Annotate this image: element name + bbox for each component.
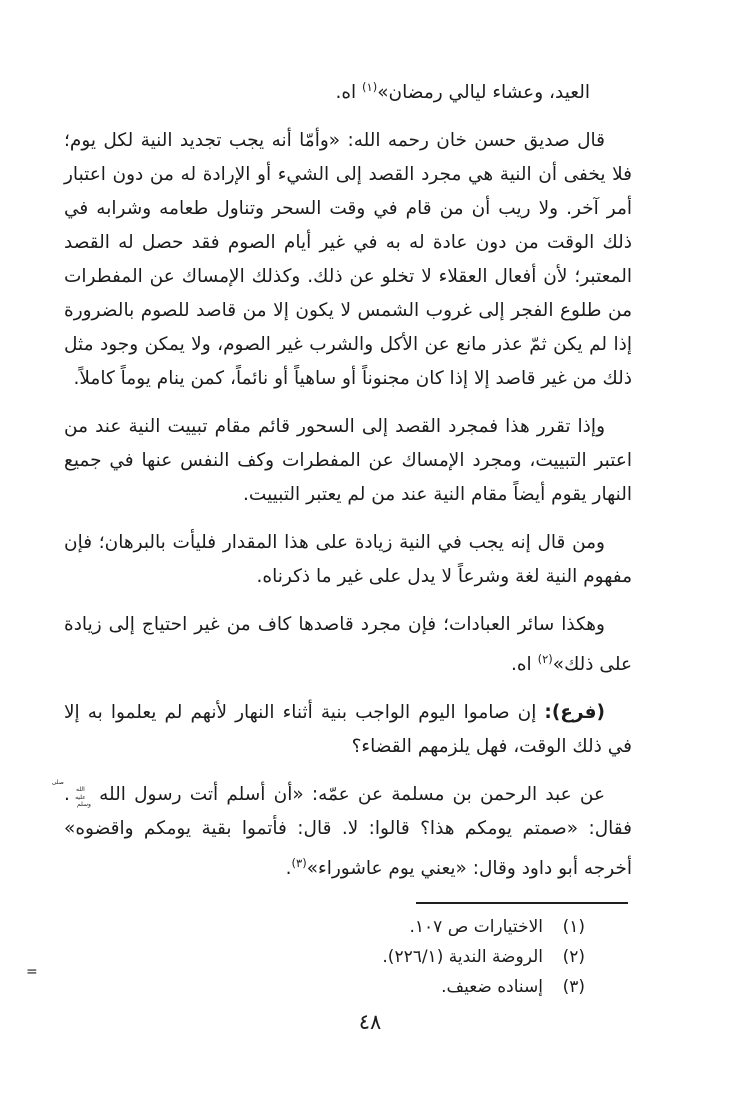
footnote-text: الاختيارات ص ١٠٧.	[409, 917, 543, 937]
paragraph-continuation-from-previous-page	[64, 70, 632, 110]
footnote-3	[64, 972, 585, 1002]
footnote-separator-rule	[416, 902, 628, 904]
footnote-text: إسناده ضعيف.	[441, 977, 543, 997]
paragraph-text: إن صاموا اليوم الواجب بنية أثناء النهار لأنهم لم يعلموا به إلا في ذلك الوقت، فهل يلزمهم القضاء؟	[64, 702, 632, 757]
footnote-ref-2: (٢)	[537, 652, 553, 666]
footnote-1	[64, 912, 585, 942]
paragraph-text: العيد، وعشاء ليالي رمضان»	[377, 82, 590, 103]
paragraph-text: . فقال: «صمتم يومكم هذا؟ قالوا: لا. قال: فأتموا بقية يومكم واقضوه» أخرجه أبو داود وقال: «يعني يوم عاشوراء»	[64, 784, 632, 879]
page-number: ٤٨	[358, 1010, 382, 1034]
paragraph-text: اه.	[335, 82, 363, 103]
footnote-number: (٣)	[562, 977, 585, 997]
footnotes-block	[64, 912, 585, 1002]
subsection-label: (فرع):	[544, 702, 605, 723]
paragraph-other-acts-of-worship	[64, 608, 632, 682]
paragraph-burden-of-proof: ومن قال إنه يجب في النية زيادة على هذا المقدار فليأت بالبرهان؛ فإن مفهوم النية لغة وشرعاً لا يدل على غير ما ذكرناه.	[64, 532, 632, 587]
paragraph-text: وهكذا سائر العبادات؛ فإن مجرد قاصدها كاف من غير احتياج إلى زيادة على ذلك»	[64, 614, 632, 675]
paragraph-text: عن عبد الرحمن بن مسلمة عن عمّه: «أن أسلم أتت رسول الله	[90, 784, 605, 805]
paragraph-text: اه.	[510, 654, 538, 675]
paragraph-siddiq-hasan-khan-quote: قال صديق حسن خان رحمه الله: «وأمّا أنه يجب تجديد النية لكل يوم؛ فلا يخفى أن النية هي مجرد القصد إلى الشيء أو الإرادة له من دون اعتبار أمر آخر. ولا ريب أن من قام في وقت السحر وتناول طعامه وشرابه في ذلك الوقت من دون عادة له به في غير أيام الصوم فقد حصل له القصد المعتبر؛ لأن أفعال العقلاء لا تخلو عن ذلك. وكذلك الإمساك عن المفطرات من طلوع الفجر إلى غروب الشمس لا يكون إلا من قاصد للصوم بالضرورة إذا لم يكن ثمّ عذر مانع عن الأكل والشرب غير الصوم، ولا يمكن وجود مثل ذلك من غير قاصد إلا إذا كان مجنوناً أو ساهياً أو نائماً، كمن ينام يوماً كاملاً.	[64, 130, 632, 389]
footnote-number: (٢)	[562, 947, 585, 967]
paragraph-subsection-far	[64, 696, 632, 764]
footnote-text: الروضة الندية (٢٢٦/١).	[382, 947, 543, 967]
paragraph-text: .	[285, 858, 292, 879]
footnote-ref-3: (٣)	[291, 856, 307, 870]
main-text-block	[51, 70, 632, 900]
footnote-continuation-mark: =	[26, 964, 38, 980]
footnote-ref-1: (١)	[362, 80, 378, 94]
paragraph-suhoor-intent: وإذا تقرر هذا فمجرد القصد إلى السحور قائم مقام تبييت النية عند من اعتبر التبييت، ومجرد الإمساك عن المفطرات وكف النفس عنها في جميع النهار يقوم أيضاً مقام النية عند من لم يعتبر التبييت.	[64, 416, 632, 505]
paragraph-hadith-ashura	[51, 778, 632, 886]
footnote-number: (١)	[562, 917, 585, 937]
sallallahu-alayhi-wasallam-ligature: صلى الله عليه وسلم	[51, 778, 91, 808]
footnote-2	[64, 942, 585, 972]
